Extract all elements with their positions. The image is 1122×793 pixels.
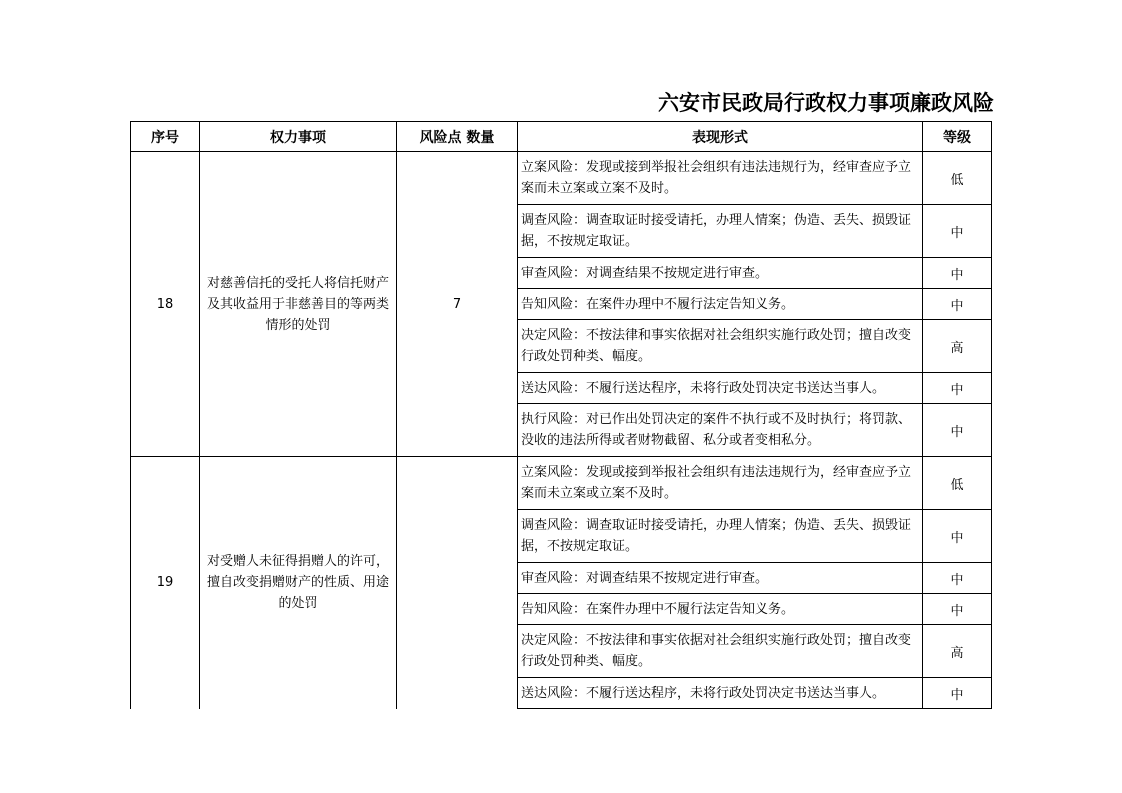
risk-level: 高 (923, 320, 992, 373)
risk-description: 送达风险：不履行送达程序，未将行政处罚决定书送达当事人。 (518, 373, 923, 404)
risk-level: 中 (923, 594, 992, 625)
table-row (131, 457, 992, 510)
risk-level: 中 (923, 510, 992, 563)
risk-level: 高 (923, 625, 992, 678)
risk-table (130, 121, 992, 709)
risk-description: 审查风险：对调查结果不按规定进行审查。 (518, 258, 923, 289)
table-row (131, 152, 992, 205)
risk-level: 中 (923, 289, 992, 320)
header-form: 表现形式 (518, 122, 923, 152)
risk-description: 告知风险：在案件办理中不履行法定告知义务。 (518, 289, 923, 320)
risk-level: 低 (923, 152, 992, 205)
risk-count: 7 (397, 152, 518, 457)
risk-level: 中 (923, 404, 992, 457)
risk-description: 立案风险：发现或接到举报社会组织有违法违规行为，经审查应予立案而未立案或立案不及时。 (518, 457, 923, 510)
risk-description: 调查风险：调查取证时接受请托，办理人情案；伪造、丢失、损毁证据，不按规定取证。 (518, 510, 923, 563)
risk-description: 立案风险：发现或接到举报社会组织有违法违规行为，经审查应予立案而未立案或立案不及时。 (518, 152, 923, 205)
header-power-item: 权力事项 (200, 122, 397, 152)
risk-level: 中 (923, 373, 992, 404)
table-body (131, 152, 992, 709)
power-item-name: 对慈善信托的受托人将信托财产及其收益用于非慈善目的等两类情形的处罚 (200, 152, 397, 457)
row-index: 19 (131, 457, 200, 709)
risk-description: 送达风险：不履行送达程序，未将行政处罚决定书送达当事人。 (518, 678, 923, 709)
risk-level: 中 (923, 205, 992, 258)
row-index: 18 (131, 152, 200, 457)
header-level: 等级 (923, 122, 992, 152)
document-title: 六安市民政局行政权力事项廉政风险 (658, 91, 994, 115)
risk-description: 决定风险：不按法律和事实依据对社会组织实施行政处罚；擅自改变行政处罚种类、幅度。 (518, 320, 923, 373)
risk-description: 审查风险：对调查结果不按规定进行审查。 (518, 563, 923, 594)
power-item-name: 对受赠人未征得捐赠人的许可，擅自改变捐赠财产的性质、用途的处罚 (200, 457, 397, 709)
risk-description: 告知风险：在案件办理中不履行法定告知义务。 (518, 594, 923, 625)
risk-description: 决定风险：不按法律和事实依据对社会组织实施行政处罚；擅自改变行政处罚种类、幅度。 (518, 625, 923, 678)
risk-level: 中 (923, 563, 992, 594)
risk-level: 中 (923, 258, 992, 289)
risk-level: 低 (923, 457, 992, 510)
risk-count (397, 457, 518, 709)
risk-level: 中 (923, 678, 992, 709)
header-index: 序号 (131, 122, 200, 152)
risk-description: 执行风险：对已作出处罚决定的案件不执行或不及时执行；将罚款、没收的违法所得或者财物截留、私分或者变相私分。 (518, 404, 923, 457)
risk-description: 调查风险：调查取证时接受请托，办理人情案；伪造、丢失、损毁证据，不按规定取证。 (518, 205, 923, 258)
header-risk-count: 风险点 数量 (397, 122, 518, 152)
header-row (131, 122, 992, 152)
